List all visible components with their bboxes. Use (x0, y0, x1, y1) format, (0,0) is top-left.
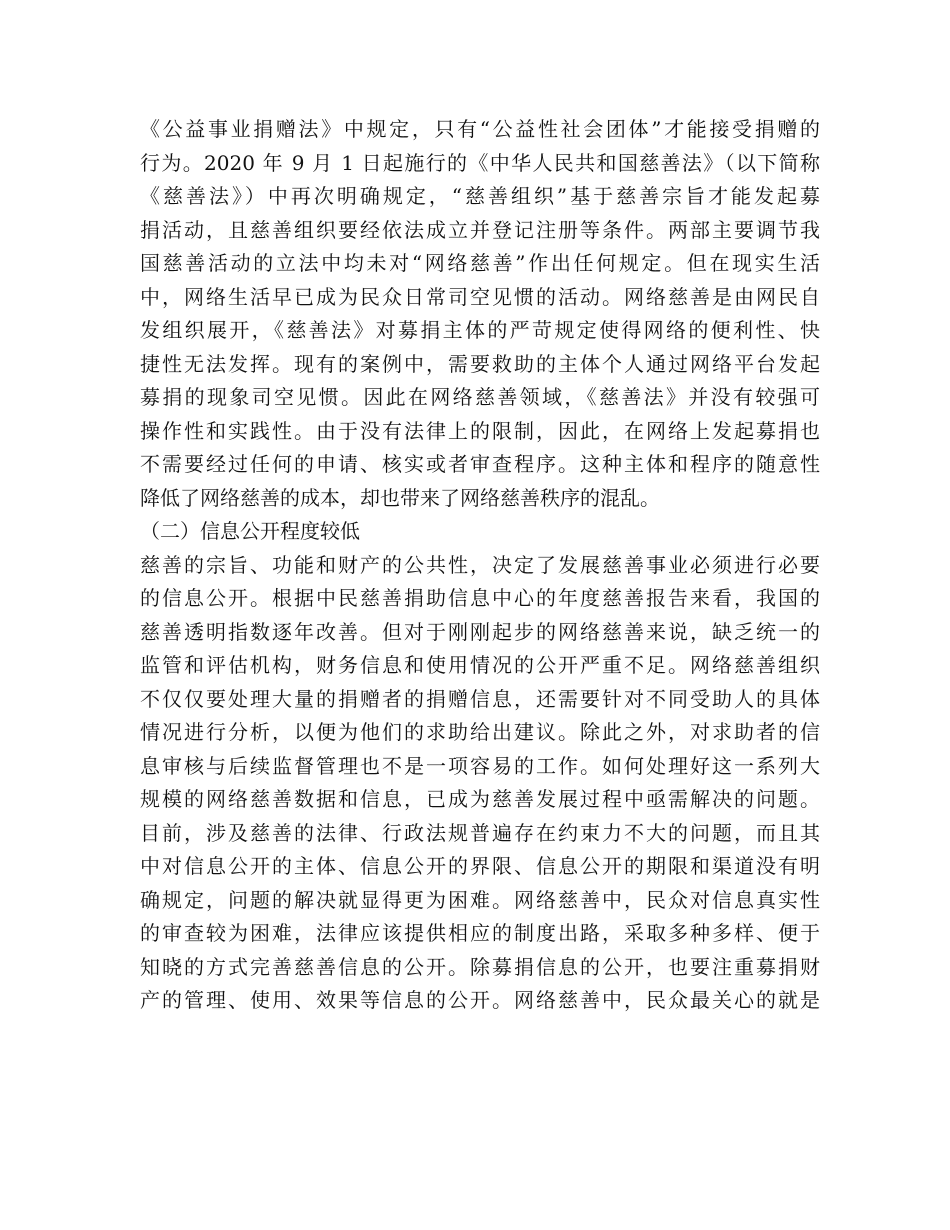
text-line: 国慈善活动的立法中均未对“网络慈善”作出任何规定。但在现实生活 (140, 251, 820, 275)
text-line: 监管和评估机构，财务信息和使用情况的公开严重不足。网络慈善组织 (140, 653, 820, 677)
text-line: 息审核与后续监督管理也不是一项容易的工作。如何处理好这一系列大 (140, 753, 820, 778)
text-line: 确规定，问题的解决就显得更为困难。网络慈善中，民众对信息真实性 (140, 887, 820, 912)
text-line: 降低了网络慈善的成本，却也带来了网络慈善秩序的混乱。 (140, 485, 660, 510)
text-line: 发组织展开，《慈善法》对募捐主体的严苛规定使得网络的便利性、快 (140, 318, 820, 342)
text-line: 捷性无法发挥。现有的案例中，需要救助的主体个人通过网络平台发起 (140, 351, 820, 376)
text-line: 的审查较为困难，法律应该提供相应的制度出路，采取多种多样、便于 (140, 921, 820, 945)
text-line: 《公益事业捐赠法》中规定，只有“公益性社会团体”才能接受捐赠的 (140, 117, 820, 141)
text-line: 的信息公开。根据中民慈善捐助信息中心的年度慈善报告来看，我国的 (140, 586, 820, 610)
text-line: 行为。2020 年 9 月 1 日起施行的《中华人民共和国慈善法》（以下简称 (140, 150, 820, 175)
text-line: 知晓的方式完善慈善信息的公开。除募捐信息的公开，也要注重募捐财 (140, 954, 820, 979)
text-line: 中，网络生活早已成为民众日常司空见惯的活动。网络慈善是由网民自 (140, 284, 820, 309)
text-line: 操作性和实践性。由于没有法律上的限制，因此，在网络上发起募捐也 (140, 418, 820, 443)
text-line: 慈善透明指数逐年改善。但对于刚刚起步的网络慈善来说，缺乏统一的 (140, 619, 820, 644)
text-line: 募捐的现象司空见惯。因此在网络慈善领域，《慈善法》并没有较强可 (140, 385, 820, 409)
text-line: 《慈善法》）中再次明确规定，“慈善组织”基于慈善宗旨才能发起募 (140, 184, 820, 208)
text-line: 不需要经过任何的申请、核实或者审查程序。这种主体和程序的随意性 (140, 452, 820, 476)
body-text (140, 113, 820, 1018)
text-line: 目前，涉及慈善的法律、行政法规普遍存在约束力不大的问题，而且其 (140, 820, 820, 845)
text-line: 捐活动，且慈善组织要经依法成立并登记注册等条件。两部主要调节我 (140, 217, 820, 242)
text-line: 中对信息公开的主体、信息公开的界限、信息公开的期限和渠道没有明 (140, 854, 820, 878)
text-line: 产的管理、使用、效果等信息的公开。网络慈善中，民众最关心的就是 (140, 988, 820, 1012)
text-line: 不仅仅要处理大量的捐赠者的捐赠信息，还需要针对不同受助人的具体 (140, 686, 820, 711)
section-heading: （二）信息公开程度较低 (140, 519, 360, 543)
text-line: 规模的网络慈善数据和信息，已成为慈善发展过程中亟需解决的问题。 (140, 787, 820, 811)
text-line: 情况进行分析，以便为他们的求助给出建议。除此之外，对求助者的信 (140, 720, 820, 744)
text-line: 慈善的宗旨、功能和财产的公共性，决定了发展慈善事业必须进行必要 (140, 552, 820, 577)
